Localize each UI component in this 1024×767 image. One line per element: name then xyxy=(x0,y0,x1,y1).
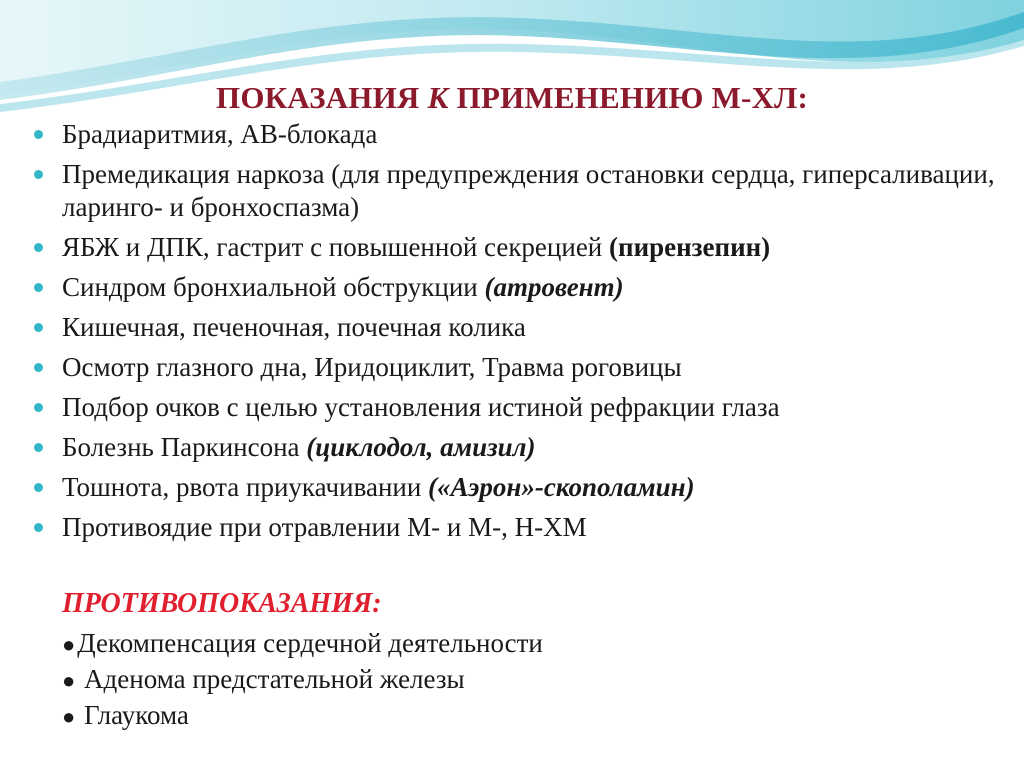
indication-text: Тошнота, рвота приукачивании xyxy=(62,472,429,502)
bullet-icon xyxy=(34,170,43,179)
indication-item xyxy=(30,511,1010,544)
title-rest: ПРИМЕНЕНИЮ М-ХЛ: xyxy=(456,80,808,115)
indication-text: Синдром бронхиальной обструкции xyxy=(62,272,485,302)
indication-text: Кишечная, печеночная, почечная колика xyxy=(62,312,526,342)
contraindication-text: Аденома предстательной железы xyxy=(77,664,465,694)
contraindication-item xyxy=(62,698,543,734)
indication-drug: («Аэрон»-скополамин) xyxy=(428,472,695,502)
title-italic: К xyxy=(427,80,457,115)
indication-item xyxy=(30,118,1010,151)
bullet-icon xyxy=(34,363,43,372)
indication-item xyxy=(30,158,1010,224)
contraindications-list xyxy=(62,626,543,734)
indication-text: Болезнь Паркинсона xyxy=(62,432,307,462)
indication-text: Премедикация наркоза (для предупреждения остановки сердца, гиперсаливации, ларинго- и бронхоспазма) xyxy=(62,159,995,222)
bullet-icon xyxy=(34,323,43,332)
indication-text: Противоядие при отравлении М- и М-, Н-ХМ xyxy=(62,512,587,542)
bullet-icon xyxy=(34,283,43,292)
indication-item xyxy=(30,351,1010,384)
indication-item xyxy=(30,431,1010,464)
bullet-icon xyxy=(34,403,43,412)
indication-text: Брадиаритмия, АВ-блокада xyxy=(62,119,378,149)
indication-item xyxy=(30,471,1010,504)
bullet-icon xyxy=(34,130,43,139)
contraindication-item xyxy=(62,662,543,698)
black-bullet-icon: ● xyxy=(62,668,76,693)
indication-item xyxy=(30,311,1010,344)
bullet-icon xyxy=(34,243,43,252)
indication-item xyxy=(30,271,1010,304)
indication-drug: (циклодол, амизил) xyxy=(306,432,536,462)
contraindications-title: ПРОТИВОПОКАЗАНИЯ: xyxy=(62,588,382,619)
contraindication-item xyxy=(62,626,543,662)
indication-text: ЯБЖ и ДПК, гастрит с повышенной секрецией xyxy=(62,232,610,262)
title-prefix: ПОКАЗАНИЯ xyxy=(216,80,428,115)
contraindication-text: Глаукома xyxy=(77,700,189,730)
black-bullet-icon: ● xyxy=(62,704,76,729)
black-bullet-icon: ● xyxy=(62,632,76,657)
bullet-icon xyxy=(34,443,43,452)
bullet-icon xyxy=(34,523,43,532)
indication-item xyxy=(30,391,1010,424)
bullet-icon xyxy=(34,483,43,492)
indication-text: Осмотр глазного дна, Иридоциклит, Травма роговицы xyxy=(62,352,682,382)
indication-drug: (атровент) xyxy=(484,272,624,302)
contraindication-text: Декомпенсация сердечной деятельности xyxy=(77,628,543,658)
indications-list xyxy=(30,118,1010,551)
indication-text: Подбор очков с целью установления истиной рефракции глаза xyxy=(62,392,780,422)
indication-drug: (пирензепин) xyxy=(609,232,771,262)
slide-title xyxy=(0,80,1024,116)
indication-item xyxy=(30,231,1010,264)
